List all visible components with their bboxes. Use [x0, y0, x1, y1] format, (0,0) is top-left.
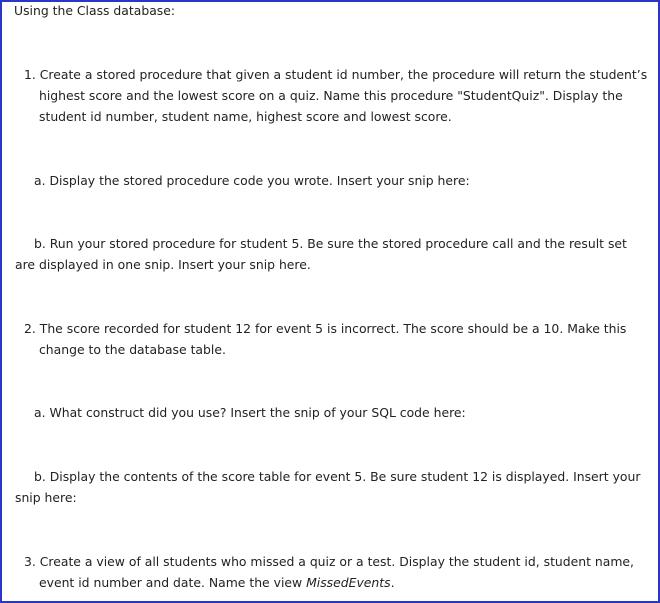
question-1a-text: a. Display the stored procedure code you wrote. Insert your snip here: [34, 173, 470, 188]
question-3-line-2-prefix: event id number and date. Name the view [39, 575, 307, 590]
question-1-line-1: 1. Create a stored procedure that given a student id number, the procedure will return the student’s [24, 67, 648, 82]
question-3-line-2-suffix: . [390, 575, 395, 590]
question-1-line-3: student id number, student name, highest score and lowest score. [39, 109, 452, 124]
question-2-line-2: change to the database table. [39, 342, 226, 357]
question-3-line-1: 3. Create a view of all students who missed a quiz or a test. Display the student id, student name, [24, 554, 634, 569]
question-2b-line-2: snip here: [15, 490, 77, 505]
intro-text: Using the Class database: [14, 3, 176, 18]
view-name: MissedEvents [306, 575, 391, 590]
question-2-line-1: 2. The score recorded for student 12 for event 5 is incorrect. The score should be a 10. Make this [24, 321, 627, 336]
question-2b-line-1: b. Display the contents of the score table for event 5. Be sure student 12 is displayed. Insert your [34, 469, 641, 484]
question-2a-text: a. What construct did you use? Insert the snip of your SQL code here: [34, 405, 466, 420]
question-1b-line-2: are displayed in one snip. Insert your snip here. [15, 257, 311, 272]
question-3-line-2 [39, 572, 395, 593]
question-1-line-2: highest score and the lowest score on a quiz. Name this procedure "StudentQuiz". Display the [39, 88, 623, 103]
question-1b-line-1: b. Run your stored procedure for student 5. Be sure the stored procedure call and the result set [34, 236, 627, 251]
